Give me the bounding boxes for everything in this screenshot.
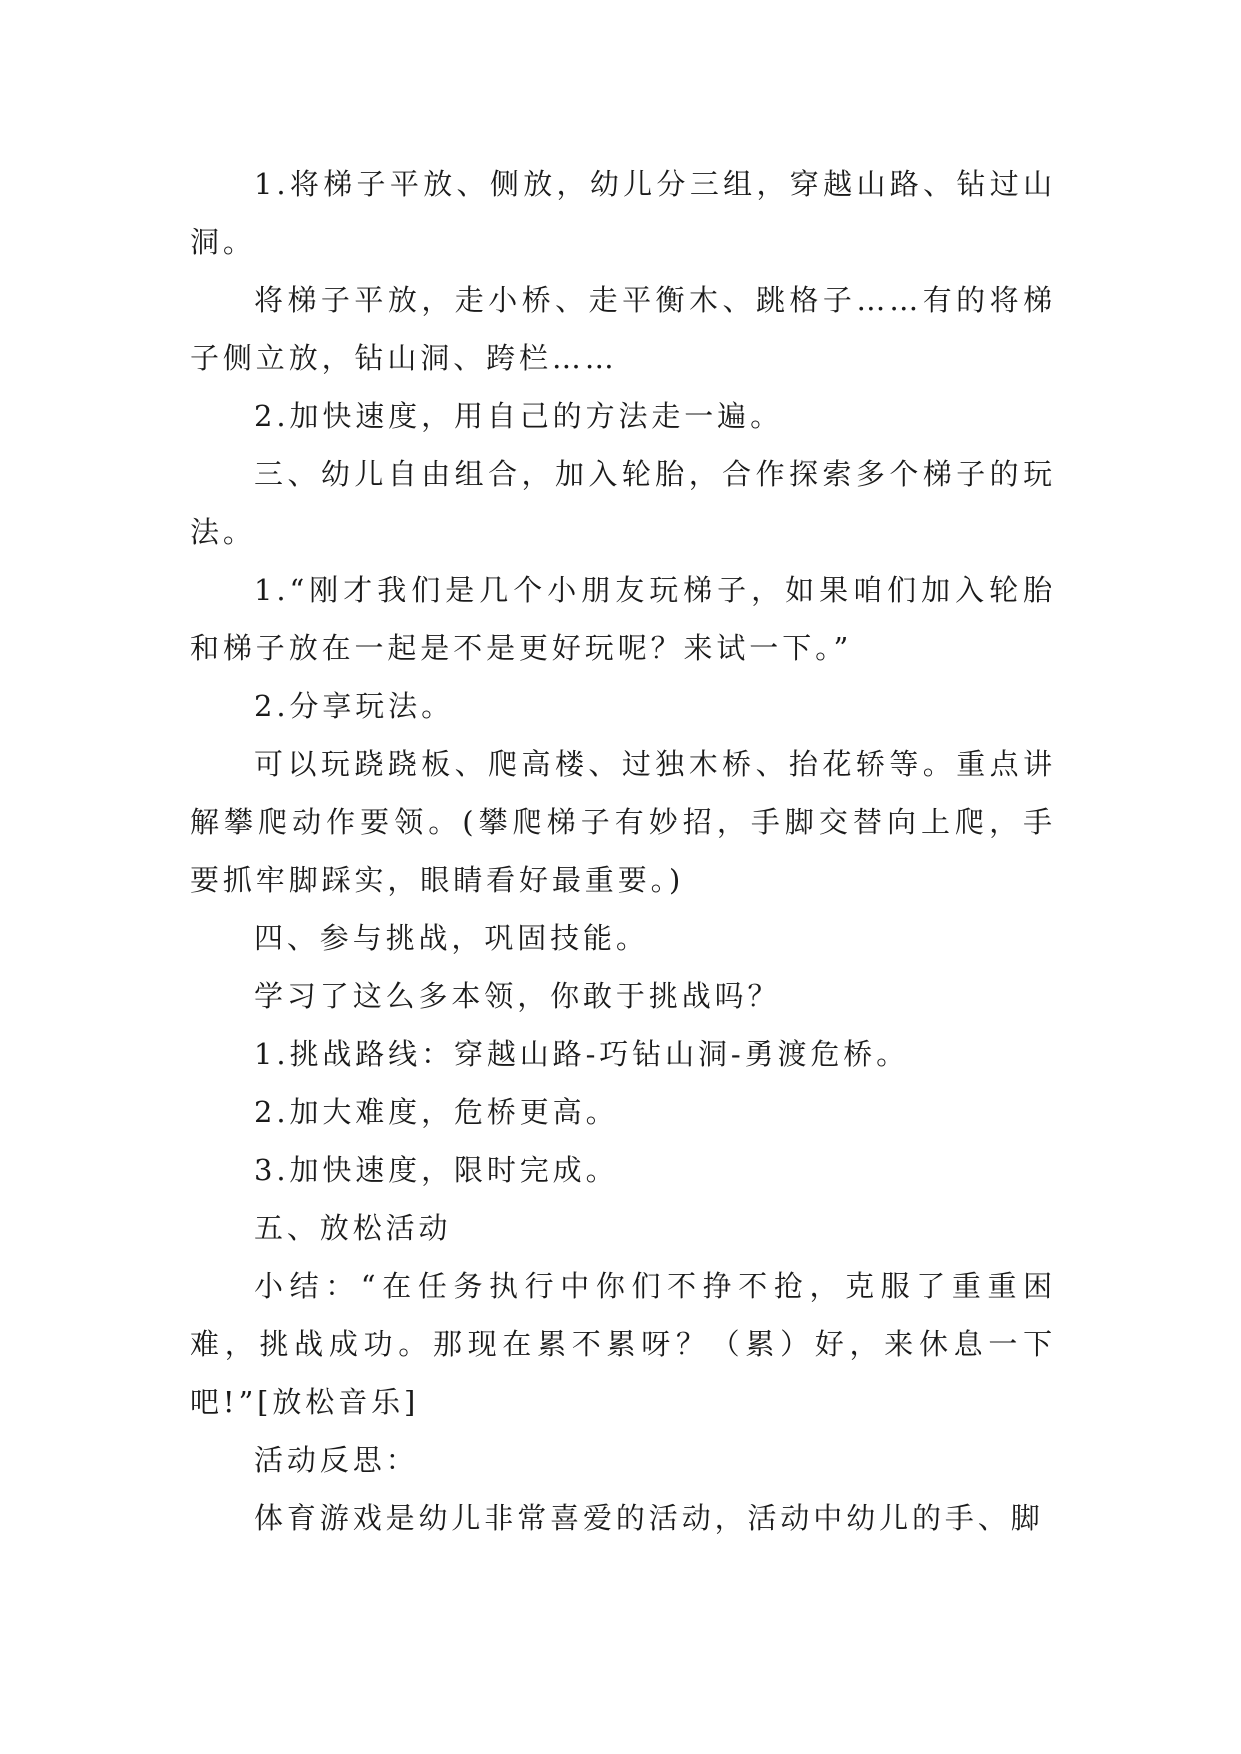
- paragraph: 1.“刚才我们是几个小朋友玩梯子，如果咱们加入轮胎和梯子放在一起是不是更好玩呢？来试一下。”: [190, 573, 1056, 665]
- paragraph: 2.加大难度，危桥更高。: [254, 1095, 619, 1129]
- paragraph: 2.分享玩法。: [254, 689, 454, 723]
- document-body: [190, 155, 1056, 1547]
- paragraph: 3.加快速度，限时完成。: [254, 1153, 619, 1187]
- paragraph: 活动反思：: [254, 1443, 419, 1477]
- section-heading: 三、幼儿自由组合，加入轮胎，合作探索多个梯子的玩法。: [190, 457, 1056, 549]
- paragraph: 1.挑战路线：穿越山路-巧钻山洞-勇渡危桥。: [254, 1037, 910, 1071]
- paragraph: 可以玩跷跷板、爬高楼、过独木桥、抬花轿等。重点讲解攀爬动作要领。(攀爬梯子有妙招，手脚交替向上爬，手要抓牢脚踩实，眼睛看好最重要。): [190, 747, 1056, 897]
- paragraph: 将梯子平放，走小桥、走平衡木、跳格子……有的将梯子侧立放，钻山洞、跨栏……: [190, 283, 1056, 375]
- paragraph: 2.加快速度，用自己的方法走一遍。: [254, 399, 783, 433]
- paragraph: 1.将梯子平放、侧放，幼儿分三组，穿越山路、钻过山洞。: [190, 167, 1056, 259]
- section-heading: 五、放松活动: [254, 1211, 452, 1245]
- section-heading: 四、参与挑战，巩固技能。: [254, 921, 649, 955]
- paragraph: 学习了这么多本领，你敢于挑战吗？: [254, 979, 781, 1013]
- paragraph: 体育游戏是幼儿非常喜爱的活动，活动中幼儿的手、脚: [254, 1501, 1044, 1535]
- paragraph: 小结：“在任务执行中你们不挣不抢，克服了重重困难，挑战成功。那现在累不累呀？（累）好，来休息一下吧!”[放松音乐]: [190, 1269, 1056, 1419]
